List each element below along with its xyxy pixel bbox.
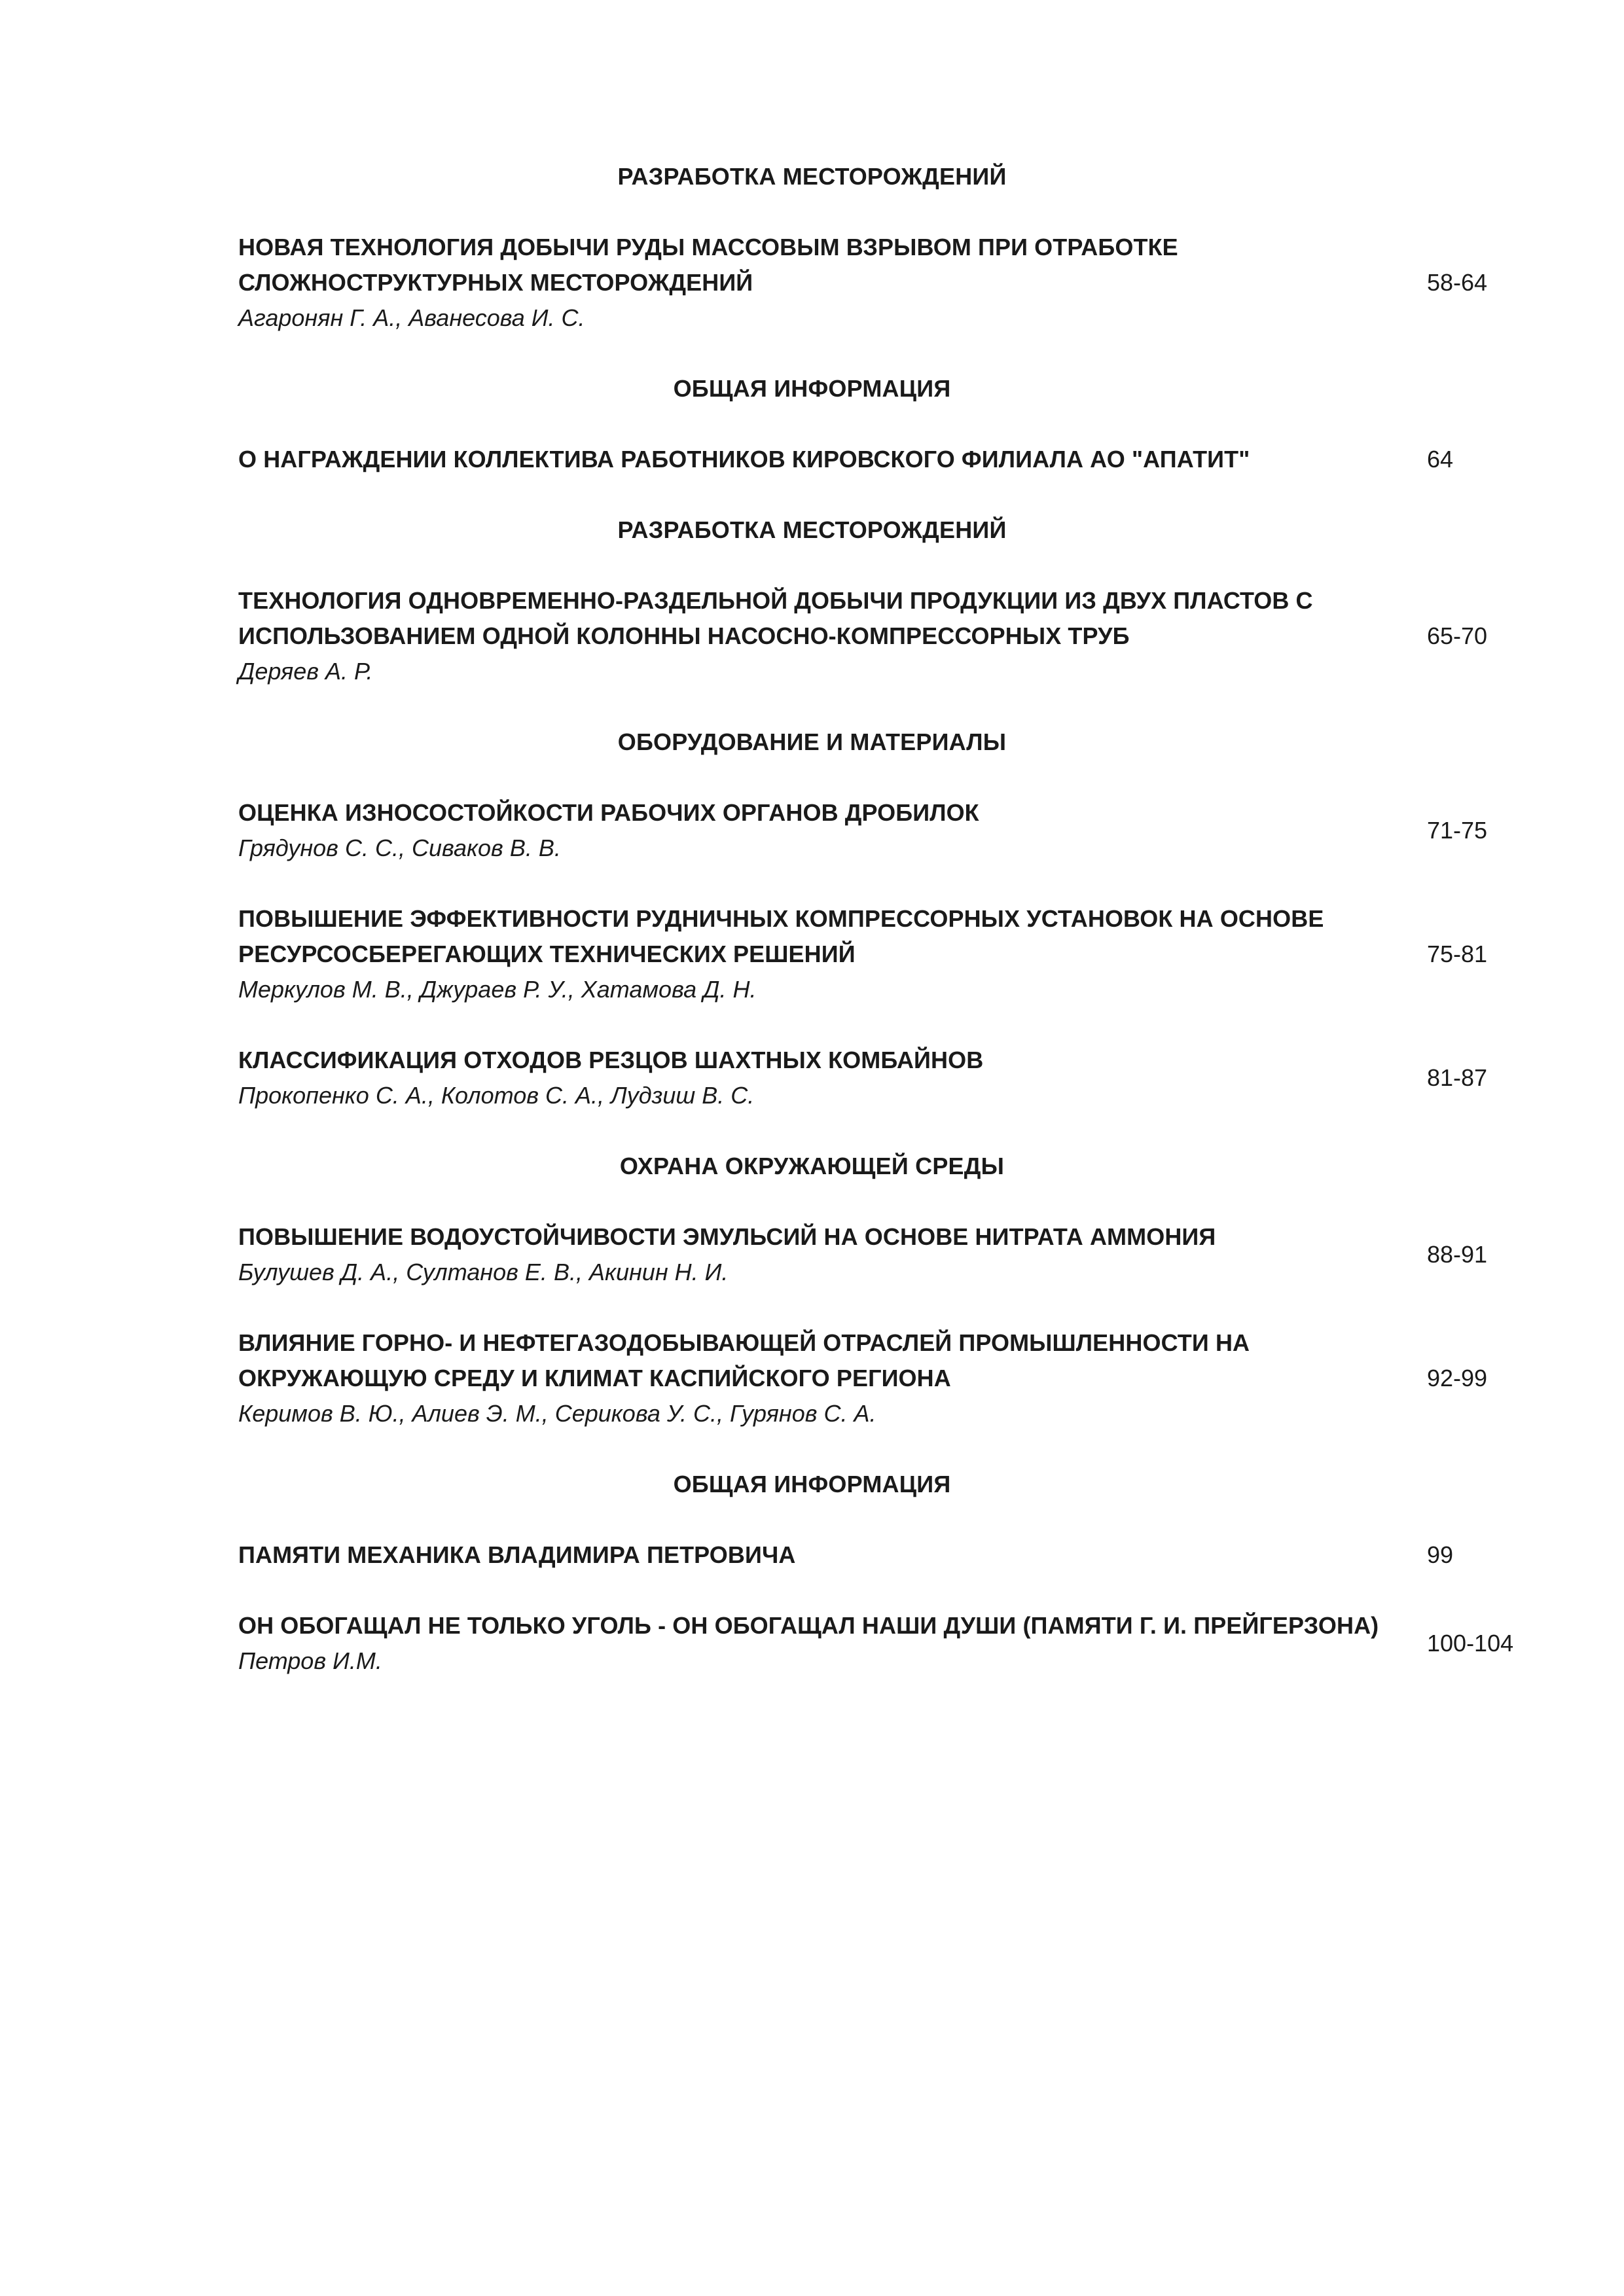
entry-title [238, 1219, 1416, 1255]
section-title: РАЗРАБОТКА МЕСТОРОЖДЕНИЙ [617, 163, 1007, 190]
entry-title-line: ОКРУЖАЮЩУЮ СРЕДУ И КЛИМАТ КАСПИЙСКОГО РЕГИОНА [238, 1365, 951, 1391]
toc-entry[interactable] [238, 1608, 1416, 1679]
toc-entry[interactable] [238, 795, 1416, 866]
entry-pages: 81-87 [1427, 1064, 1488, 1091]
toc-entry[interactable] [238, 901, 1416, 1007]
entry-title-line: ОЦЕНКА ИЗНОСОСТОЙКОСТИ РАБОЧИХ ОРГАНОВ ДРОБИЛОК [238, 799, 979, 826]
entry-title-line: НОВАЯ ТЕХНОЛОГИЯ ДОБЫЧИ РУДЫ МАССОВЫМ ВЗРЫВОМ ПРИ ОТРАБОТКЕ [238, 234, 1178, 260]
entry-authors: Керимов В. Ю., Алиев Э. М., Серикова У. С., Гурянов С. А. [238, 1400, 876, 1427]
entry-pages: 64 [1427, 446, 1454, 473]
entry-authors: Булушев Д. А., Султанов Е. В., Акинин Н. И. [238, 1259, 729, 1285]
section-title: ОХРАНА ОКРУЖАЮЩЕЙ СРЕДЫ [619, 1153, 1005, 1179]
entry-title-line: ОН ОБОГАЩАЛ НЕ ТОЛЬКО УГОЛЬ - ОН ОБОГАЩАЛ НАШИ ДУШИ (ПАМЯТИ Г. И. ПРЕЙГЕРЗОНА) [238, 1612, 1379, 1639]
entry-title-line: ПАМЯТИ МЕХАНИКА ВЛАДИМИРА ПЕТРОВИЧА [238, 1541, 796, 1568]
entry-title-line: РЕСУРСОСБЕРЕГАЮЩИХ ТЕХНИЧЕСКИХ РЕШЕНИЙ [238, 941, 856, 967]
toc-entry[interactable] [238, 1537, 1416, 1573]
entry-authors: Прокопенко С. А., Колотов С. А., Лудзиш В. С. [238, 1082, 755, 1109]
entry-title-line: ВЛИЯНИЕ ГОРНО- И НЕФТЕГАЗОДОБЫВАЮЩЕЙ ОТРАСЛЕЙ ПРОМЫШЛЕННОСТИ НА [238, 1329, 1250, 1356]
entry-title-line: ПОВЫШЕНИЕ ВОДОУСТОЙЧИВОСТИ ЭМУЛЬСИЙ НА ОСНОВЕ НИТРАТА АММОНИЯ [238, 1223, 1216, 1250]
entry-authors: Деряев А. Р. [238, 658, 373, 685]
toc-entry[interactable] [238, 1043, 1416, 1113]
section-title: ОБОРУДОВАНИЕ И МАТЕРИАЛЫ [617, 728, 1007, 755]
entry-pages: 99 [1427, 1541, 1454, 1568]
entry-pages: 71-75 [1427, 817, 1488, 844]
entry-title [238, 442, 1416, 477]
entry-title [238, 583, 1416, 654]
entry-title [238, 795, 1416, 831]
entry-pages: 65-70 [1427, 622, 1488, 649]
entry-authors: Меркулов М. В., Джураев Р. У., Хатамова Д. Н. [238, 976, 757, 1003]
entry-title [238, 230, 1416, 300]
section-title: ОБЩАЯ ИНФОРМАЦИЯ [673, 375, 951, 402]
entry-authors: Грядунов С. С., Сиваков В. В. [238, 834, 561, 861]
toc-entry[interactable] [238, 583, 1416, 689]
entry-title [238, 1537, 1416, 1573]
entry-title [238, 1325, 1416, 1396]
entry-authors: Агаронян Г. А., Аванесова И. С. [238, 304, 585, 331]
entry-title [238, 1608, 1416, 1643]
section-title: ОБЩАЯ ИНФОРМАЦИЯ [673, 1471, 951, 1498]
entry-pages: 58-64 [1427, 269, 1488, 296]
entry-pages: 100-104 [1427, 1630, 1514, 1657]
toc-entry[interactable] [238, 1219, 1416, 1290]
entry-title [238, 901, 1416, 972]
toc-entry[interactable] [238, 230, 1416, 336]
toc-entry[interactable] [238, 442, 1416, 477]
entry-title-line: ПОВЫШЕНИЕ ЭФФЕКТИВНОСТИ РУДНИЧНЫХ КОМПРЕССОРНЫХ УСТАНОВОК НА ОСНОВЕ [238, 905, 1324, 932]
entry-pages: 75-81 [1427, 941, 1488, 967]
entry-pages: 88-91 [1427, 1241, 1488, 1268]
entry-title-line: ИСПОЛЬЗОВАНИЕМ ОДНОЙ КОЛОННЫ НАСОСНО-КОМПРЕССОРНЫХ ТРУБ [238, 622, 1130, 649]
entry-title-line: О НАГРАЖДЕНИИ КОЛЛЕКТИВА РАБОТНИКОВ КИРОВСКОГО ФИЛИАЛА АО "АПАТИТ" [238, 446, 1250, 473]
entry-pages: 92-99 [1427, 1365, 1488, 1391]
entry-title-line: СЛОЖНОСТРУКТУРНЫХ МЕСТОРОЖДЕНИЙ [238, 269, 753, 296]
toc-entry[interactable] [238, 1325, 1416, 1431]
section-title: РАЗРАБОТКА МЕСТОРОЖДЕНИЙ [617, 516, 1007, 543]
entry-authors: Петров И.М. [238, 1647, 382, 1674]
entry-title-line: КЛАССИФИКАЦИЯ ОТХОДОВ РЕЗЦОВ ШАХТНЫХ КОМБАЙНОВ [238, 1047, 984, 1073]
entry-title-line: ТЕХНОЛОГИЯ ОДНОВРЕМЕННО-РАЗДЕЛЬНОЙ ДОБЫЧИ ПРОДУКЦИИ ИЗ ДВУХ ПЛАСТОВ С [238, 587, 1313, 614]
entry-title [238, 1043, 1416, 1078]
